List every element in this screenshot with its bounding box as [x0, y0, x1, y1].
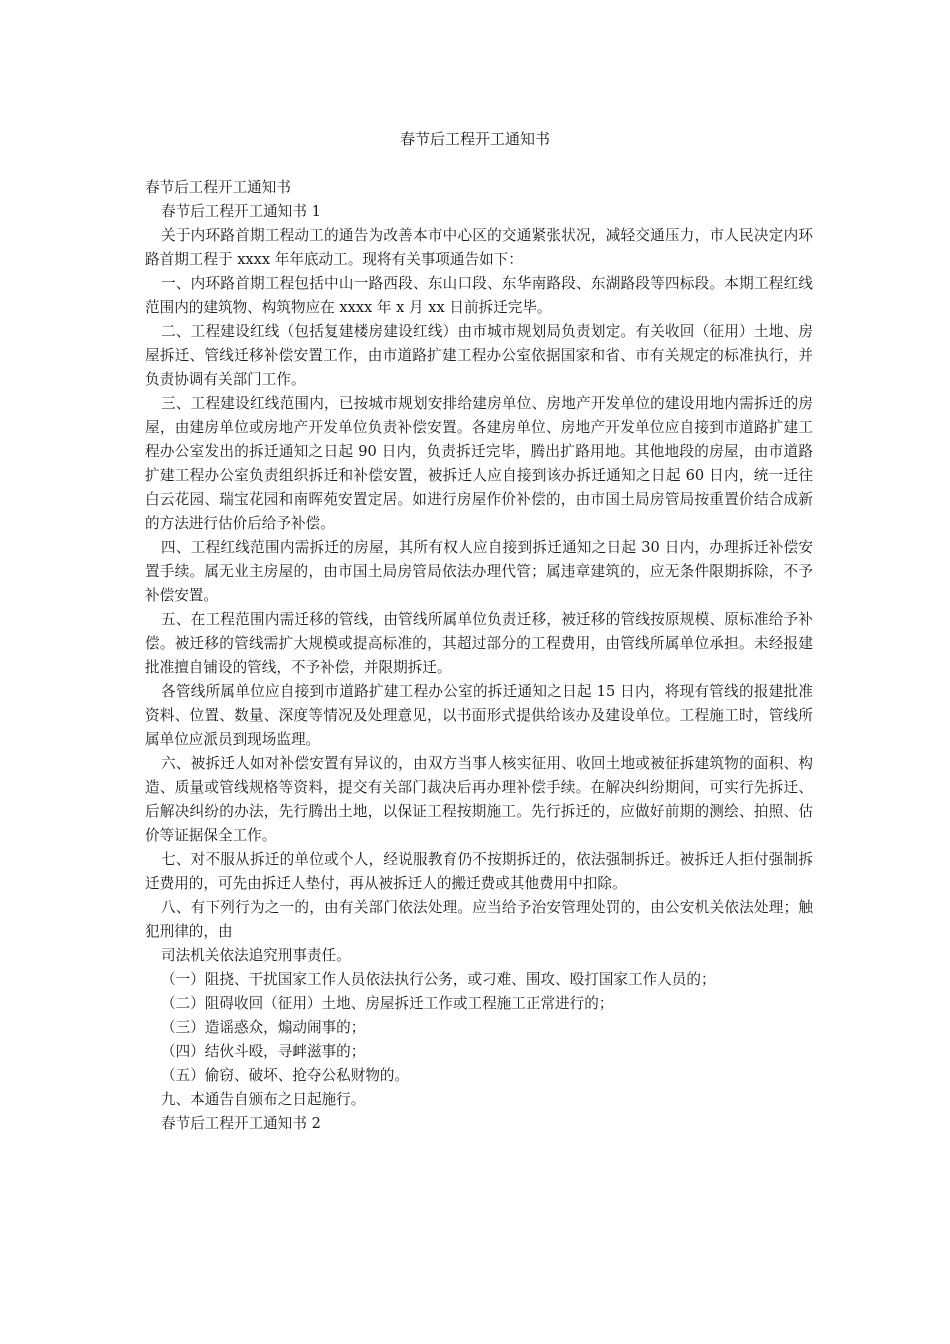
paragraph: 关于内环路首期工程动工的通告为改善本市中心区的交通紧张状况，减轻交通压力，市人民决定内环路首期工程于 xxxx 年年底动工。现将有关事项通告如下： [145, 227, 813, 268]
paragraph: 九、本通告自颁布之日起施行。 [161, 1091, 366, 1108]
list-item: （四）结伙斗殴，寻衅滋事的； [161, 1043, 366, 1060]
document-title: 春节后工程开工通知书 [399, 130, 550, 148]
paragraph: 七、对不服从拆迁的单位或个人，经说服教育仍不按期拆迁的，依法强制拆迁。被拆迁人拒付强制拆迁费用的，可先由拆迁人垫付，再从被拆迁人的搬迁费或其他费用中扣除。 [145, 851, 813, 892]
document-body [145, 176, 813, 1136]
paragraph: 春节后工程开工通知书 1 [161, 203, 321, 220]
paragraph: 三、工程建设红线范围内，已按城市规划安排给建房单位、房地产开发单位的建设用地内需拆迁的房屋，由建房单位或房地产开发单位负责补偿安置。各建房单位、房地产开发单位应自接到市道路扩建工程办公室发出的拆迁通知之日起 90 日内，负责拆迁完毕，腾出扩路用地。其他地段的房屋，由市道路扩建工程办公室负责组织拆迁和补偿安置，被拆迁人应自接到该办拆迁通知之日起 60 日内，统一迁往白云花园、瑞宝花园和南晖苑安置定居。如进行房屋作价补偿的，由市国土局房管局按重置价结合成新的方法进行估价后给予补偿。 [145, 395, 813, 532]
paragraph: 六、被拆迁人如对补偿安置有异议的，由双方当事人核实征用、收回土地或被征拆建筑物的面积、构造、质量或管线规格等资料，提交有关部门裁决后再办理补偿手续。在解决纠纷期间，可实行先拆迁、后解决纠纷的办法，先行腾出土地，以保证工程按期施工。先行拆迁的，应做好前期的测绘、拍照、估价等证据保全工作。 [145, 755, 813, 844]
paragraph: 五、在工程范围内需迁移的管线，由管线所属单位负责迁移，被迁移的管线按原规模、原标准给予补偿。被迁移的管线需扩大规模或提高标准的，其超过部分的工程费用，由管线所属单位承担。未经报建批准擅自铺设的管线，不予补偿，并限期拆迁。 [145, 611, 813, 676]
section-heading: 春节后工程开工通知书 2 [161, 1115, 321, 1132]
paragraph: 四、工程红线范围内需拆迁的房屋，其所有权人应自接到拆迁通知之日起 30 日内，办理拆迁补偿安置手续。属无业主房屋的，由市国土局房管局依法办理代管；属违章建筑的，应无条件限期拆除，不予补偿安置。 [145, 539, 813, 604]
paragraph: 司法机关依法追究刑事责任。 [161, 947, 351, 964]
list-item: （一）阻挠、干扰国家工作人员依法执行公务，或刁难、围攻、殴打国家工作人员的； [161, 971, 716, 988]
paragraph: 春节后工程开工通知书 [145, 179, 291, 196]
paragraph: 各管线所属单位应自接到市道路扩建工程办公室的拆迁通知之日起 15 日内，将现有管线的报建批准资料、位置、数量、深度等情况及处理意见，以书面形式提供给该办及建设单位。工程施工时，管线所属单位应派员到现场监理。 [145, 683, 813, 748]
list-item: （二）阻碍收回（征用）土地、房屋拆迁工作或工程施工正常进行的； [161, 995, 614, 1012]
paragraph: 二、工程建设红线（包括复建楼房建设红线）由市城市规划局负责划定。有关收回（征用）土地、房屋拆迁、管线迁移补偿安置工作，由市道路扩建工程办公室依据国家和省、市有关规定的标准执行，并负责协调有关部门工作。 [145, 323, 813, 388]
paragraph: 八、有下列行为之一的，由有关部门依法处理。应当给予治安管理处罚的，由公安机关依法处理；触犯刑律的，由 [145, 899, 813, 940]
list-item: （三）造谣惑众，煽动闹事的； [161, 1019, 366, 1036]
list-item: （五）偷窃、破坏、抢夺公私财物的。 [161, 1067, 410, 1084]
paragraph: 一、内环路首期工程包括中山一路西段、东山口段、东华南路段、东湖路段等四标段。本期工程红线范围内的建筑物、构筑物应在 xxxx 年 x 月 xx 日前拆迁完毕。 [145, 275, 813, 316]
